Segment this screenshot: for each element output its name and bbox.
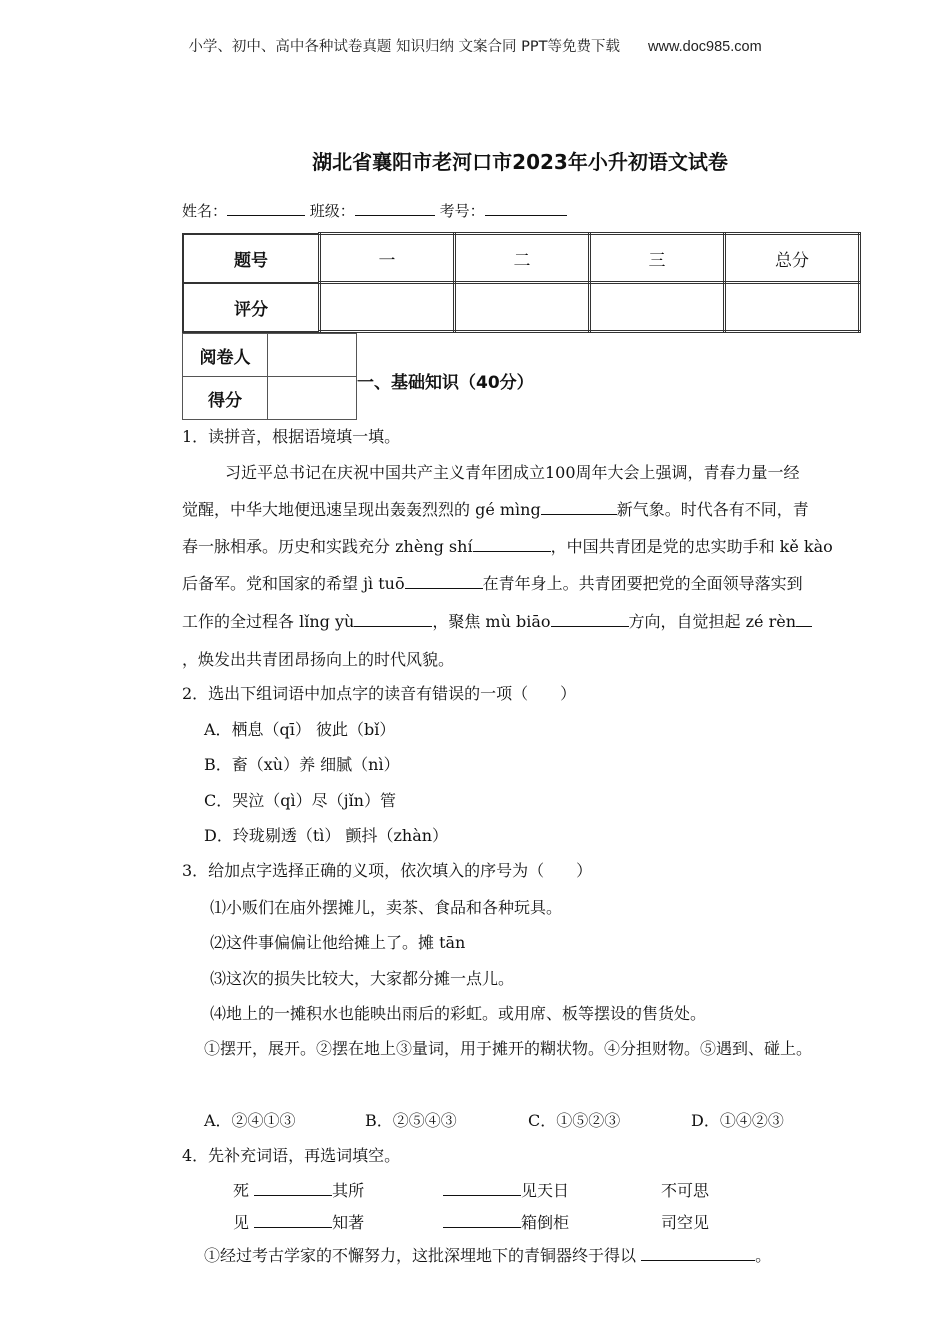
- score-header-cell: 题号: [183, 234, 320, 283]
- q4-idiom: 死 其所: [233, 1181, 365, 1200]
- q1-line: 春一脉相承。历史和实践充分 zhèng shí ，中国共青团是党的忠实助手和 kě kào: [182, 537, 833, 556]
- page-header: [0, 35, 950, 56]
- q3-meanings: ①摆开，展开。②摆在地上③量词，用于摊开的糊状物。④分担财物。⑤遇到、碰上。: [204, 1039, 813, 1058]
- student-info: [182, 200, 567, 221]
- score-header-cell: 总分: [725, 234, 860, 283]
- q3-item: ⑶这次的损失比较大，大家都分摊一点儿。: [210, 969, 515, 988]
- section-heading: 一、基础知识（40分）: [357, 373, 534, 393]
- q1-stem: 1．读拼音，根据语境填一填。: [182, 427, 401, 446]
- grader-table: [182, 333, 357, 420]
- q2-stem: 2．选出下组词语中加点字的读音有错误的一项（ ）: [182, 684, 577, 703]
- q3-item: ⑵这件事偏偏让他给摊上了。摊 tān: [210, 933, 466, 952]
- q4-idiom: 见天日: [443, 1178, 569, 1201]
- class-blank[interactable]: [355, 215, 435, 216]
- q2-option-c[interactable]: C．哭泣（qì）尽（jǐn）管: [204, 791, 396, 810]
- class-label: 班级：: [309, 202, 355, 220]
- exam-no-blank[interactable]: [485, 215, 567, 216]
- q3-stem: 3．给加点字选择正确的义项，依次填入的序号为（ ）: [182, 861, 593, 880]
- score-cell[interactable]: [590, 283, 725, 332]
- exam-no-label: 考号：: [439, 202, 485, 220]
- q1-line: 工作的全过程各 lǐng yù ，聚焦 mù biāo 方向，自觉担起 zé rèn: [182, 609, 812, 632]
- answer-blank[interactable]: [551, 612, 629, 627]
- score-header-cell: 一: [320, 234, 455, 283]
- reviewer-cell[interactable]: [268, 334, 357, 377]
- q2-option-b[interactable]: B．畜（xù）养 细腻（nì）: [204, 755, 400, 774]
- q2-option-d[interactable]: D．玲珑剔透（tì） 颤抖（zhàn）: [204, 826, 449, 845]
- header-url[interactable]: www.doc985.com: [648, 39, 762, 55]
- q3-option-b[interactable]: B．②⑤④③: [365, 1111, 457, 1130]
- name-label: 姓名：: [182, 202, 228, 220]
- q3-item: ⑴小贩们在庙外摆摊儿，卖茶、食品和各种玩具。: [210, 898, 563, 917]
- q3-option-d[interactable]: D．①④②③: [691, 1111, 784, 1130]
- score-row-label: 评分: [183, 283, 320, 332]
- q3-item: ⑷地上的一摊积水也能映出雨后的彩虹。或用席、板等摆设的售货处。: [210, 1004, 707, 1023]
- answer-blank[interactable]: [405, 574, 483, 589]
- answer-blank[interactable]: [641, 1246, 755, 1261]
- header-text: 小学、初中、高中各种试卷真题 知识归纳 文案合同 PPT等免费下载: [188, 39, 621, 55]
- answer-blank[interactable]: [443, 1213, 521, 1228]
- q4-idiom: 司空见: [661, 1213, 710, 1232]
- answer-blank[interactable]: [254, 1213, 332, 1228]
- q4-idiom: 见 知著: [233, 1213, 365, 1232]
- score-header-cell: 二: [455, 234, 590, 283]
- q4-stem: 4．先补充词语，再选词填空。: [182, 1146, 401, 1165]
- name-blank[interactable]: [227, 215, 305, 216]
- page-title: 湖北省襄阳市老河口市2023年小升初语文试卷: [312, 150, 728, 174]
- q1-line: 觉醒，中华大地便迅速呈现出轰轰烈烈的 gé mìng 新气象。时代各有不同，青: [182, 500, 809, 519]
- q4-sentence: ①经过考古学家的不懈努力，这批深埋地下的青铜器终于得以 。: [204, 1246, 772, 1265]
- grader-score-cell[interactable]: [268, 377, 357, 420]
- q3-option-c[interactable]: C．①⑤②③: [528, 1111, 621, 1130]
- q2-option-a[interactable]: A．栖息（qī） 彼此（bǐ）: [204, 720, 396, 739]
- score-cell[interactable]: [455, 283, 590, 332]
- q3-option-a[interactable]: A．②④①③: [204, 1111, 296, 1130]
- q1-line: 后备军。党和国家的希望 jì tuō 在青年身上。共青团要把党的全面领导落实到: [182, 574, 803, 593]
- q1-line: 习近平总书记在庆祝中国共产主义青年团成立100周年大会上强调，青春力量一经: [225, 463, 800, 482]
- answer-blank[interactable]: [796, 612, 812, 627]
- score-header-cell: 三: [590, 234, 725, 283]
- answer-blank[interactable]: [473, 537, 551, 552]
- q1-line: ，焕发出共青团昂扬向上的时代风貌。: [182, 650, 455, 669]
- reviewer-label: 阅卷人: [183, 334, 268, 377]
- answer-blank[interactable]: [443, 1181, 521, 1196]
- answer-blank[interactable]: [254, 1181, 332, 1196]
- answer-blank[interactable]: [541, 500, 617, 515]
- score-cell[interactable]: [725, 283, 860, 332]
- q4-idiom: 不可思: [661, 1181, 710, 1200]
- score-cell[interactable]: [320, 283, 455, 332]
- score-table: [182, 232, 861, 333]
- q4-idiom: 箱倒柜: [443, 1210, 569, 1233]
- answer-blank[interactable]: [354, 612, 432, 627]
- grader-score-label: 得分: [183, 377, 268, 420]
